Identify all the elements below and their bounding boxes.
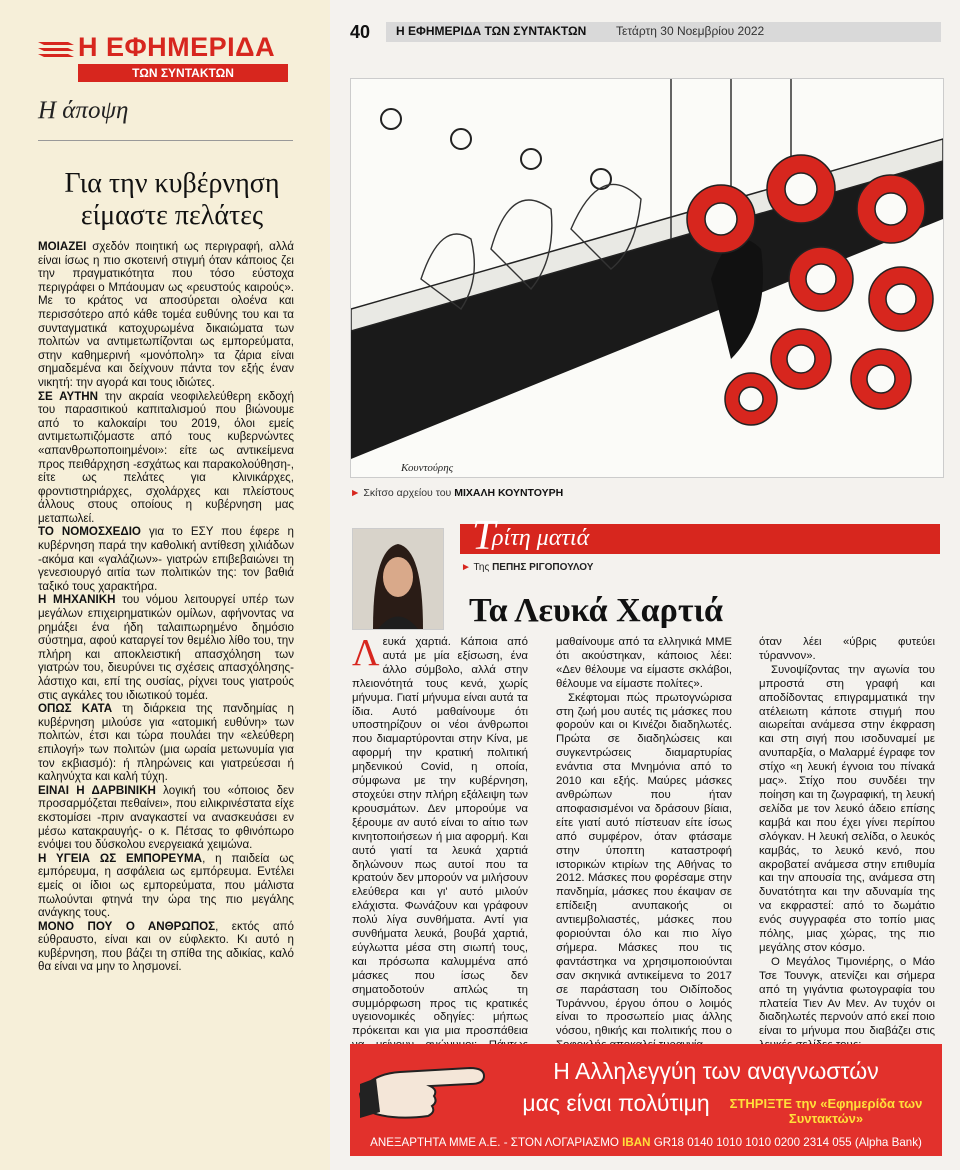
opinion-headline: Για την κυβέρνηση είμαστε πελάτες: [64, 168, 280, 231]
page-header-bar: [386, 22, 941, 42]
paragraph-text: , εκτός από εύθραυστο, είναι και ον εύφλεκτο. Κι αυτό η κυβέρνηση, που βάζει τη σπίθα της αδικίας, καλό θα είναι να μην το λησμονεί.: [38, 919, 294, 974]
logo-arrows-icon: [38, 38, 76, 60]
column-text-1: [352, 632, 528, 1067]
paragraph-lead: ΜΟΝΟ ΠΟΥ Ο ΑΝΘΡΩΠΟΣ: [38, 919, 216, 933]
solidarity-banner[interactable]: [350, 1044, 942, 1156]
author-prefix: Της: [473, 562, 493, 573]
paragraph-lead: Η ΥΓΕΙΑ ΩΣ ΕΜΠΟΡΕΥΜΑ: [38, 851, 203, 865]
author-photo: [352, 528, 444, 630]
banner-line-2: μας είναι πολύτιμη: [522, 1090, 710, 1116]
paragraph-lead: ΕΙΝΑΙ Η ΔΑΡΒΙΝΙΚΗ: [38, 783, 156, 797]
banner-account: [350, 1136, 942, 1149]
paragraph: [38, 593, 294, 702]
dropcap: Λ: [352, 632, 380, 674]
paragraph: [38, 920, 294, 974]
paragraph-lead: ΤΟ ΝΟΜΟΣΧΕΔΙΟ: [38, 525, 141, 539]
paragraph-text: του νόμου λειτουργεί υπέρ των μεγάλων επιχειρηματικών ομίλων, αφήνοντας να ρημάξει ένα ήδη ταλαιπωρημένο δημόσιο σύστημα, αφού καταργεί τον θεμέλιο λίθο του, την πλήρη και αποκλειστική απασχόληση των γιατρών του, διευρύνει τις σχέσεις απασχόλησης-λάστιχο και, επί της ουσίας, ρίχνει τους γιατρούς στις αγκάλες του ιδιωτικού τομέα.: [38, 593, 294, 702]
paragraph-lead: ΟΠΩΣ ΚΑΤΑ: [38, 702, 113, 716]
column-headline: Τα Λευκά Χαρτιά: [469, 592, 724, 629]
caption-arrow-icon: ►: [350, 487, 361, 499]
paper-name: Η ΕΦΗΜΕΡΙΔΑ ΤΩΝ ΣΥΝΤΑΚΤΩΝ: [396, 24, 587, 38]
paragraph: [38, 852, 294, 920]
brand-name: Η ΕΦΗΜΕΡΙΔΑ: [78, 32, 276, 62]
paragraph: [38, 784, 294, 852]
paragraph: Συνοψίζοντας την αγωνία του μπροστά στη γραφή και αποδίδοντας επιγραμματικά την ατέλειωτη κάποτε στιγμή που αιωρείται ανάμεσα στην έκφραση και στη σιγή που ισοδυναμεί με ανυπαρξία, ο Μαλαρμέ έγραφε τον στίχο «η λευκή έγνοια του πίνακά μας». Στίχο που συνδέει την ποίηση και τη ζωγραφική, τη λευκή σελίδα με τον λευκό άδειο επίσης καμβά και που έχει γίνει περίπου σλόγκαν. Η λευκή σελίδα, ο λευκός καμβάς, το λευκό κενό, που ακροβατεί ανάμεσα στην επιθυμία και την απουσία της, ανάμεσα στη δυνατότητα και την αδυναμία της να εκφραστεί: από το δωμάτιο ενός συγγραφέα στο τοπίο μιας πόλης, μιας χώρας, της πιο μεγάλης στον κόσμο.: [759, 663, 935, 954]
column-author: [461, 562, 593, 573]
brand-subtitle: ΤΩΝ ΣΥΝΤΑΚΤΩΝ: [78, 64, 288, 82]
paragraph-text: λογική του «όποιος δεν προσαρμόζεται πεθαίνει», που ειλικρινέστατα είχε εκστομίσει -πριν αναγκαστεί να ανασκευάσει εν μέσω κατακραυγής- ο κ. Πέτσας το φθινόπωρο ενόψει του δύσκολου ενεργειακά χειμώνα.: [38, 783, 294, 852]
caption-author: ΜΙΧΑΛΗ ΚΟΥΝΤΟΥΡΗ: [454, 487, 564, 499]
opinion-body: [38, 240, 294, 974]
paragraph: όταν λέει «ύβρις φυτεύει τύραννον».: [759, 636, 935, 662]
page-number: 40: [350, 22, 371, 42]
iban-label: IBAN: [622, 1136, 651, 1149]
cartoon-illustration: [350, 78, 944, 478]
cartoonist-signature: Κουντούρης: [401, 462, 454, 474]
paragraph-text: , η παιδεία ως εμπόρευμα, η ασφάλεια ως εμπόρευμα. Εντέλει εμείς οι ίδιοι ως εμπορεύματα, που μάλιστα πωλούνται φτηνά την ώρα της πιο μεγάλης ανάγκης τους.: [38, 851, 294, 920]
paragraph: Σκέφτομαι πώς πρωτογνώρισα στη ζωή μου αυτές τις μάσκες που φορούν και οι Κινέζοι διαδηλωτές. Πρώτα σε διαδηλώσεις και συγκεντρώσεις διαμαρτυρίας ενάντια στα Μνημόνια από το 2010 και εξής. Μαύρες μάσκες ανθρώπων που ήταν αποφασισμένοι να δράσουν βίαια, είτε γιατί αυτό πίστευαν είτε ίσως από συμφέρον, όταν φτάσαμε στην ύποπτη καταστροφή ιστορικών κτιρίων της Αθήνας το 2012. Μάσκες που φορέσαμε στην πανδημία, μάσκες που έκαψαν σε επίδειξη ανυπακοής οι αντιεμβολιαστές, μάσκες που φοριούνται όλο και πιο λίγο σήμερα. Μάσκες που τις φαντάστηκα να χρησιμοποιούνται σαν σκηνικά αντικείμενα το 2017 σε παράσταση του Οιδίποδος Τυράννου, έργου όπου ο λοιμός είναι το προσωπείο μιας άλλης νόσου, ηθικής και πολιτικής που ο: [556, 691, 732, 1038]
paragraph-lead: ΜΟΙΑΖΕΙ: [38, 240, 87, 253]
issue-date: Τετάρτη 30 Νοεμβρίου 2022: [616, 24, 765, 38]
paragraph-text: τη διάρκεια της πανδημίας η κυβέρνηση μιλούσε για «ατομική ευθύνη» των πολιτών, έτσι και τώρα πουλάει την «ελεύθερη επιλογή» των πολιτών (μια ωραία μετωνυμία για τον εκβιασμό): ή πληρώνεις και γιατρεύεσαι ή καληνύχτα και καλή τύχη.: [38, 702, 294, 784]
paragraph-text: σχεδόν ποιητική ως περιγραφή, αλλά είναι ίσως η πιο σκοτεινή στιγμή όταν κάποιος ζει την πραγματικότητα που τόσο εύστοχα περιγράφει ο Μπάουμαν ως «ρευστούς καιρούς». Με το κράτος να αποσύρεται ολοένα και περισσότερο από κάθε τομέα ευθύνης του και τα συνταγματικά κατοχυρωμένα δικαιώματα των πολιτών να αντιμετωπίζονται ως εμπορεύματα, στην καθημερινή «μονόπολη» τα ζάρια είναι σημαδεμένα και δείχνουν πάντα τον εξής έναν νικητή: την αγορά και τους ιδιώτες.: [38, 240, 294, 389]
bank-name: (Alpha Bank): [851, 1136, 922, 1149]
paragraph-text: ευκά χαρτιά. Κάποια από αυτά με μία εξίσωση, ένα άλλο σύμβολο, αλλά στην πλειονότητά τους κενά, χωρίς μήνυμα. Γιατί μήνυμα είναι αυτά τα ίδια. Αυτό μαθαίνουμε ότι υποστηρίζουν οι νέοι άνθρωποι που διαμαρτύρονται στην Κίνα, με αφορμή την κρατική πολιτική μηδενικού Covid, η οποία, σύμφωνα με την κυβέρνηση, στοχεύει στην πλήρη εξάλειψη των κρουσμάτων. Δεν μπορούμε να ξέρουμε αν αυτό είναι το αίτιο των κινητοποιήσεων ή μια αφορμή. Και αυτό γιατί τα λευκά χαρτιά δηλώνουν πως αυτοί που τα κρατούν δεν μπορούν να μιλήσουν ελεύθερα και γι' αυτό μιλούν ελάχιστα. Φωνάζουν και γράφουν πολύ λίγα συνθήματα. Αντί για συνθήματα λευκά, βουβά χαρτιά, εύγλωττα μέσα στη σιωπή τους, και πρόσωπα καλυμμένα από μάσκες που ίσως δεν σηματοδοτούν απλώς τη συμμόρφωση προς τις κρατικές υγειονομικές οδηγίες: μήπως πρόκειται και για μια προσπάθεια: [352, 636, 528, 1038]
account-prefix: ΑΝΕΞΑΡΤΗΤΑ ΜΜΕ Α.Ε. - ΣΤΟΝ ΛΟΓΑΡΙΑΣΜΟ: [370, 1136, 623, 1149]
paragraph: [38, 390, 294, 526]
cartoon-caption: [350, 487, 563, 499]
caption-prefix: Σκίτσο αρχείου του: [363, 487, 455, 499]
column-section-band: [460, 513, 940, 559]
pointing-hand-icon: [358, 1054, 498, 1128]
column-text-2: [556, 636, 732, 1053]
iban-value: GR18 0140 1010 1010 0200 2314 055: [650, 1136, 852, 1149]
paragraph: [38, 240, 294, 390]
section-initial: Τ: [472, 513, 496, 559]
paragraph-text: την ακραία νεοφιλελεύθερη εκδοχή του παρασιτικού καπιταλισμού που βιώνουμε από το καλοκαίρι του 2019, όλοι εμείς αντιμετωπιζόμαστε από τους κυβερνώντες «απανθρωποποιημένοι»: είτε ως αντικείμενα προς πειθάρχηση -εσχάτως και παρακολούθηση-, είτε ως πελάτες για κλινικάρχες, φροντιστηριάρχες, σχολάρχες και πλείστους άλλους στους οποίους η κυβέρνηση μας μεταπωλεί.: [38, 389, 294, 525]
ship-lifebuoys-drawing: [351, 79, 943, 477]
opinion-column: [0, 0, 330, 1170]
paragraph-text: για το ΕΣΥ που έφερε η κυβέρνηση παρά την καθολική αντίθεση χιλιάδων -ακόμα και «γαλάζιων»- γιατρών επιβεβαιώνει τη γενεσιουργό αιτία των πολιτικών της: τον βαθιά ταξικό τους χαρακτήρα.: [38, 525, 294, 593]
paragraph: [352, 632, 528, 1067]
paragraph: μαθαίνουμε από τα ελληνικά ΜΜΕ ότι ακούστηκαν, κάποιος λέει: «Δεν θέλουμε να είμαστε σκλάβοι, θέλουμε να είμαστε πολίτες».: [556, 636, 732, 690]
paragraph-lead: Η ΜΗΧΑΝΙΚΗ: [38, 593, 116, 607]
paragraph: Ο Μεγάλος Τιμονιέρης, ο Μάο Τσε Τουνγκ, ατενίζει και σήμερα από τη γιγάντια φωτογραφία του πλατεία Τιεν Αν Μεν. Αν τυχόν οι διαδηλωτές περνούν από εκεί ποιο είναι το μήνυμα που διαβάζει στις: [759, 955, 935, 1038]
banner-line-1: Η Αλληλεγγύη των αναγνωστών: [553, 1058, 879, 1084]
column-text-3: [759, 636, 935, 1053]
section-title: ρίτη ματιά: [492, 525, 590, 551]
paragraph: [38, 702, 294, 784]
banner-cta[interactable]: ΣΤΗΡΙΞΤΕ την «Εφημερίδα των Συντακτών»: [729, 1096, 923, 1126]
paragraph-lead: ΣΕ ΑΥΤΗΝ: [38, 389, 99, 403]
author-name: ΠΕΠΗΣ ΡΙΓΟΠΟΥΛΟΥ: [492, 562, 594, 573]
newspaper-logo: [38, 32, 298, 84]
paragraph: [38, 525, 294, 593]
author-arrow-icon: ►: [461, 562, 471, 573]
divider: [38, 140, 293, 141]
section-label: Η άποψη: [38, 97, 129, 124]
